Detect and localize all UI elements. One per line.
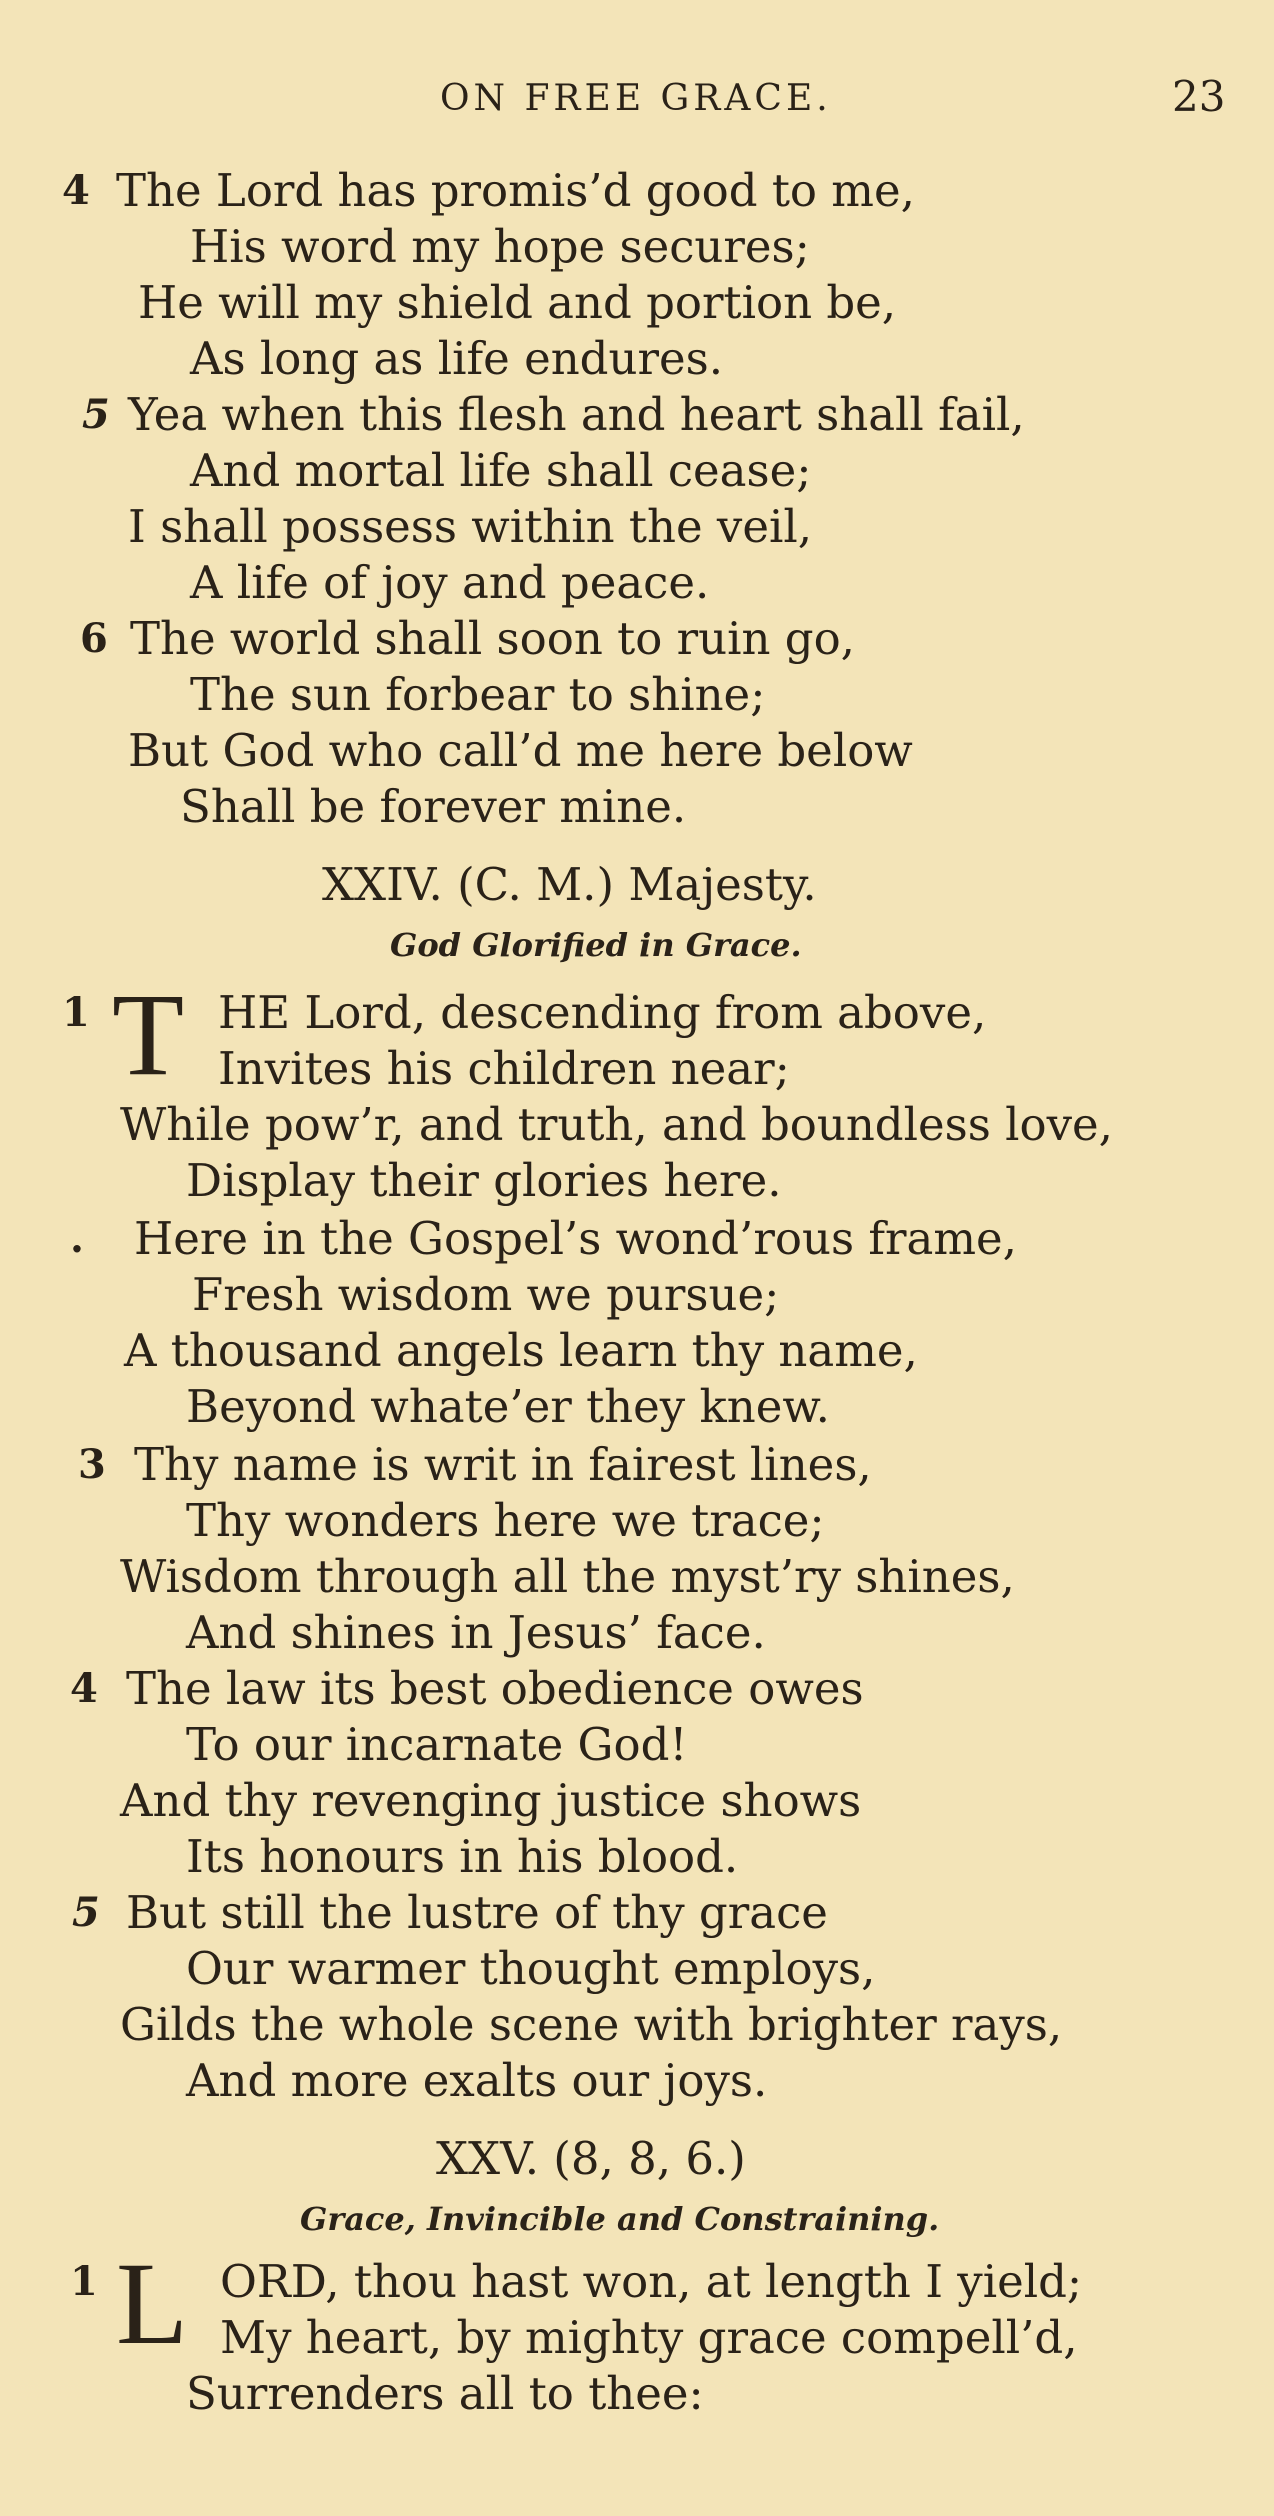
verse-line: A life of joy and peace. (190, 556, 710, 609)
verse-line: While pow’r, and truth, and boundless love, (120, 1098, 1113, 1151)
verse-line: The sun forbear to shine; (190, 668, 766, 721)
drop-cap: L (116, 2238, 189, 2369)
stanza-number: 6 (80, 615, 108, 662)
verse-line: But still the lustre of thy grace (126, 1886, 828, 1939)
page-number: 23 (1172, 72, 1226, 121)
verse-line: Its honours in his blood. (186, 1830, 739, 1883)
verse-line: And shines in Jesus’ face. (186, 1606, 766, 1659)
verse-line: Invites his children near; (218, 1042, 790, 1095)
verse-line: And mortal life shall cease; (190, 444, 812, 497)
hymn-heading: XXIV. (C. M.) Majesty. (322, 858, 817, 911)
verse-line: Wisdom through all the myst’ry shines, (120, 1550, 1015, 1603)
verse-line: He will my shield and portion be, (138, 276, 897, 329)
verse-line: Fresh wisdom we pursue; (192, 1268, 780, 1321)
verse-line: HE Lord, descending from above, (218, 986, 987, 1039)
verse-line: Surrenders all to thee: (186, 2367, 704, 2420)
verse-line: To our incarnate God! (186, 1718, 688, 1771)
stanza-number: 3 (78, 1441, 106, 1488)
verse-line: Here in the Gospel’s wond’rous frame, (134, 1212, 1017, 1265)
verse-line: Yea when this flesh and heart shall fail, (128, 388, 1025, 441)
stanza-number: 1 (70, 2258, 98, 2305)
verse-line: Beyond whate’er they knew. (186, 1380, 830, 1433)
drop-cap: T (112, 969, 185, 1100)
verse-line: Thy wonders here we trace; (186, 1494, 825, 1547)
verse-line: I shall possess within the veil, (128, 500, 813, 553)
hymn-subheading: God Glorified in Grace. (390, 926, 802, 964)
verse-line: My heart, by mighty grace compell’d, (220, 2311, 1078, 2364)
verse-line: Display their glories here. (186, 1154, 782, 1207)
stanza-number: 1 (62, 989, 90, 1036)
verse-line: But God who call’d me here below (128, 724, 913, 777)
verse-line: The world shall soon to ruin go, (130, 612, 855, 665)
verse-line: Our warmer thought employs, (186, 1942, 876, 1995)
running-head: ON FREE GRACE. (440, 78, 832, 119)
verse-line: Thy name is writ in fairest lines, (134, 1438, 872, 1491)
hymn-subheading: Grace, Invincible and Constraining. (300, 2200, 940, 2238)
verse-line: ORD, thou hast won, at length I yield; (220, 2255, 1083, 2308)
verse-line: A thousand angels learn thy name, (124, 1324, 918, 1377)
verse-line: The Lord has promis’d good to me, (116, 164, 915, 217)
verse-line: His word my hope secures; (190, 220, 810, 273)
stanza-number: 4 (62, 167, 90, 214)
stanza-number: . (70, 1215, 84, 1262)
verse-line: As long as life endures. (190, 332, 724, 385)
verse-line: And thy revenging justice shows (120, 1774, 862, 1827)
verse-line: Gilds the whole scene with brighter rays, (120, 1998, 1063, 2051)
verse-line: And more exalts our joys. (186, 2054, 768, 2107)
stanza-number: 4 (70, 1665, 98, 1712)
verse-line: The law its best obedience owes (126, 1662, 864, 1715)
stanza-number: 5 (82, 391, 110, 438)
hymn-heading: XXV. (8, 8, 6.) (436, 2132, 746, 2185)
stanza-number: 5 (72, 1889, 100, 1936)
verse-line: Shall be forever mine. (180, 780, 687, 833)
